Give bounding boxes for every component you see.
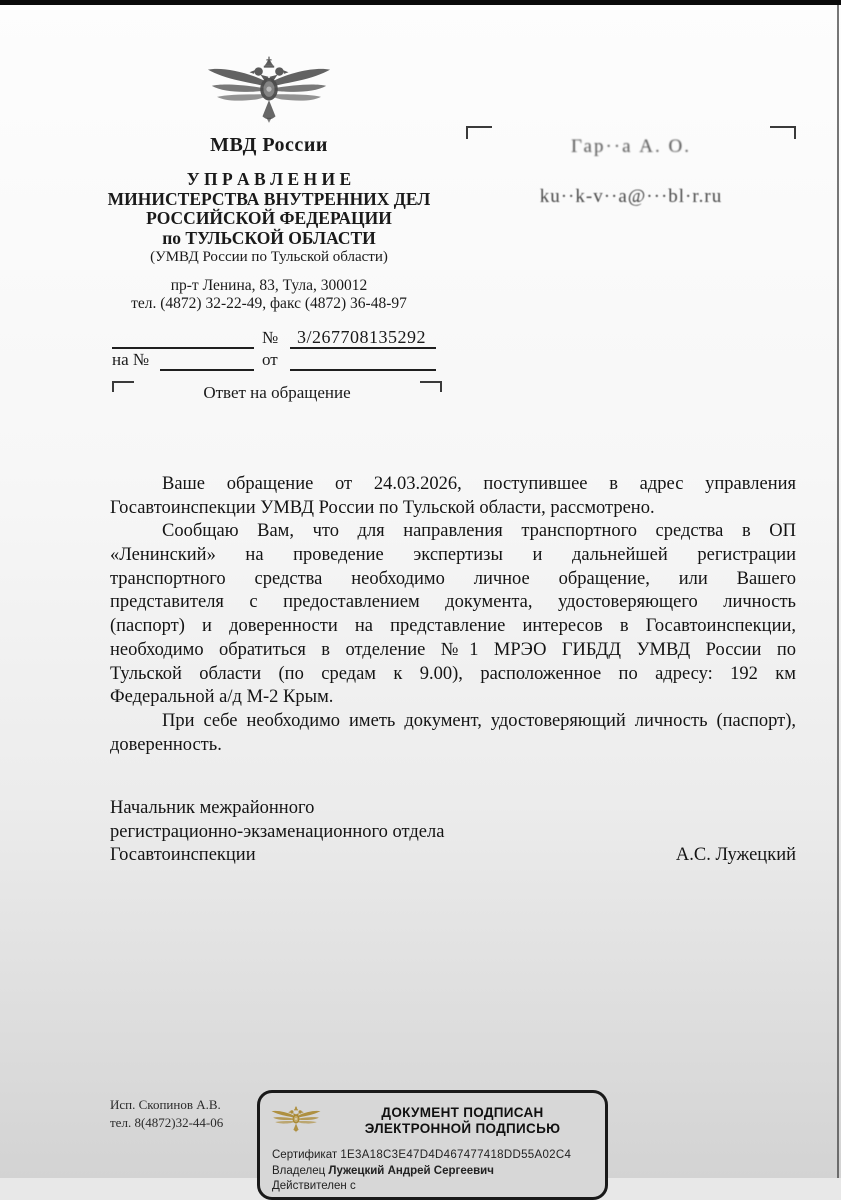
mvd-eagle-emblem-icon xyxy=(202,54,336,132)
signature-block xyxy=(110,797,796,868)
body-line: Сообщаю Вам, что для направления транспортного средства в ОП xyxy=(162,521,796,542)
signer-position-line2: регистрационно-экзаменационного отдела xyxy=(110,821,445,842)
org-alt-name: (УМВД России по Тульской области) xyxy=(150,249,388,265)
on-number-label: на № xyxy=(112,350,150,369)
body-line: «Ленинский» на проведение экспертизы и дальнейшей регистрации xyxy=(110,545,796,566)
letter-body xyxy=(110,474,796,758)
body-line: Госавтоинспекции УМВД России по Тульской области, рассмотрено. xyxy=(110,497,655,518)
body-line: Тульской области (по средам к 9.00), расположенное по адресу: 192 км xyxy=(110,663,796,684)
mvd-eagle-gold-emblem-icon xyxy=(270,1098,322,1143)
outgoing-number: 3/267708135292 xyxy=(297,327,427,347)
body-line: При себе необходимо иметь документ, удостоверяющий личность (паспорт), xyxy=(162,710,796,731)
recipient-zone xyxy=(460,124,802,234)
signer-position-line3: Госавтоинспекции xyxy=(110,845,256,865)
org-name-line: по ТУЛЬСКОЙ ОБЛАСТИ xyxy=(162,227,376,248)
letterhead xyxy=(96,54,442,313)
top-black-bar xyxy=(0,0,841,5)
stamp-title-line2: ЭЛЕКТРОННОЙ ПОДПИСЬЮ xyxy=(364,1120,561,1136)
executor-phone: тел. 8(4872)32-44-06 xyxy=(110,1114,224,1130)
letter-subject: Ответ на обращение xyxy=(203,383,351,402)
number-label: № xyxy=(262,328,279,347)
stamp-validity-row-clipped xyxy=(272,1179,595,1195)
org-short-name: МВД России xyxy=(210,134,328,156)
org-address: пр-т Ленина, 83, Тула, 300012 xyxy=(170,277,368,294)
org-name-line: У П Р А В Л Е Н И Е xyxy=(186,169,352,189)
recipient-name: Гар··а А. О. xyxy=(571,136,691,157)
stamp-title-line1: ДОКУМЕНТ ПОДПИСАН xyxy=(381,1104,544,1120)
org-name-line: МИНИСТЕРСТВА ВНУТРЕННИХ ДЕЛ xyxy=(107,188,431,209)
stamp-owner-row xyxy=(272,1164,595,1180)
page-right-edge-line xyxy=(837,5,839,1178)
number-underline xyxy=(290,347,436,349)
blank-line-from-date xyxy=(290,369,436,371)
executor-name: Исп. Скопинов А.В. xyxy=(110,1097,221,1112)
digital-signature-stamp xyxy=(257,1090,608,1200)
body-line: (паспорт) и доверенности на представление интересов в Госавтоинспекции, xyxy=(110,616,796,637)
blank-line-date xyxy=(112,347,254,349)
certificate-label: Сертификат xyxy=(272,1149,338,1161)
org-name-line: РОССИЙСКОЙ ФЕДЕРАЦИИ xyxy=(146,208,392,228)
from-label: от xyxy=(262,350,278,369)
stamp-certificate-row xyxy=(272,1148,595,1164)
stamp-title xyxy=(330,1105,595,1137)
validity-label: Действителен с xyxy=(272,1180,356,1192)
recipient-email: ku··k-v··a@···bl·r.ru xyxy=(539,186,723,207)
body-line: транспортного средства необходимо личное обращение, или Вашего xyxy=(110,568,796,589)
body-line: представителя с предоставлением документа, удостоверяющего личность xyxy=(110,592,796,613)
blank-line-on-number xyxy=(160,369,254,371)
certificate-value: 1E3A18C3E47D4D467477418DD55A02C4 xyxy=(340,1149,572,1161)
org-phone: тел. (4872) 32-22-49, факс (4872) 36-48-97 xyxy=(131,295,407,312)
owner-name: Лужецкий Андрей Сергеевич xyxy=(328,1164,494,1177)
signer-position-line1: Начальник межрайонного xyxy=(110,798,315,818)
body-line: необходимо обратиться в отделение №1 МРЭО ГИБДД УМВД России по xyxy=(110,639,796,660)
signer-name: А.С. Лужецкий xyxy=(675,845,796,865)
body-line: Ваше обращение от 24.03.2026, поступившее в адрес управления xyxy=(162,474,796,494)
body-line: доверенность. xyxy=(110,734,222,755)
org-full-name xyxy=(96,170,442,248)
owner-label: Владелец xyxy=(272,1164,326,1177)
executor-info xyxy=(110,1096,223,1131)
body-line: Федеральной а/д М-2 Крым. xyxy=(110,687,334,708)
